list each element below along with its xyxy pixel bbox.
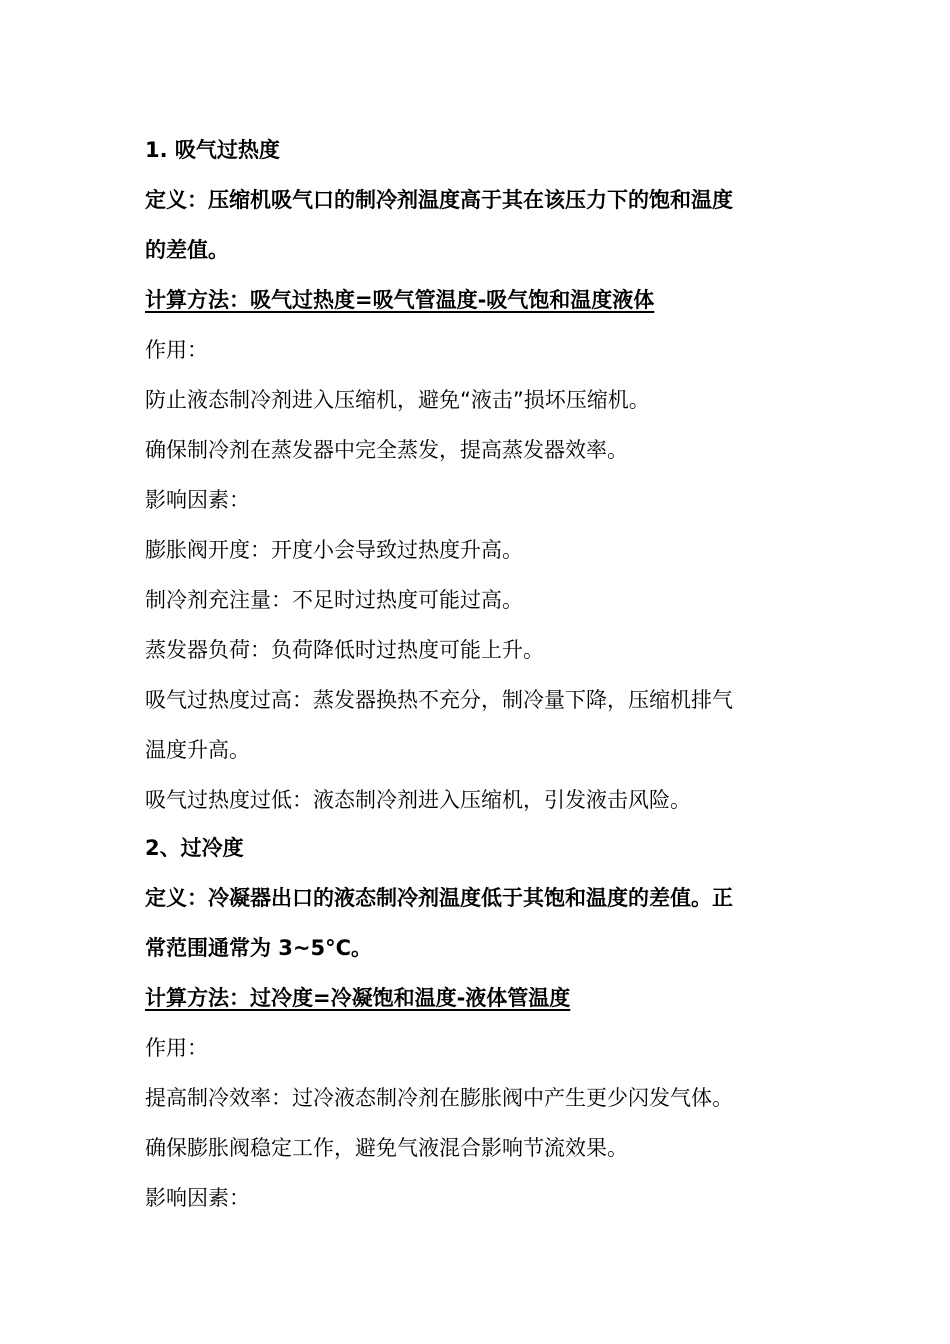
section-2-effect-1: 提高制冷效率：过冷液态制冷剂在膨胀阀中产生更少闪发气体。 (145, 1086, 733, 1110)
section-1-factor-3: 蒸发器负荷：负荷降低时过热度可能上升。 (145, 638, 544, 662)
section-2-heading: 2、过冷度 (145, 836, 244, 860)
section-1-effect-1: 防止液态制冷剂进入压缩机，避免“液击”损坏压缩机。 (145, 388, 650, 412)
section-1-calculation: 计算方法：吸气过热度=吸气管温度-吸气饱和温度液体 (145, 288, 655, 312)
section-2-definition-line-2: 常范围通常为 3~5°C。 (145, 936, 373, 960)
section-1-high-line-1: 吸气过热度过高：蒸发器换热不充分，制冷量下降，压缩机排气 (145, 688, 733, 712)
section-1-effect-2: 确保制冷剂在蒸发器中完全蒸发，提高蒸发器效率。 (145, 438, 628, 462)
section-1-low: 吸气过热度过低：液态制冷剂进入压缩机，引发液击风险。 (145, 788, 691, 812)
section-1-effect-label: 作用： (145, 338, 208, 362)
section-2-effect-label: 作用： (145, 1036, 208, 1060)
section-2-definition-line-1: 定义：冷凝器出口的液态制冷剂温度低于其饱和温度的差值。正 (145, 886, 733, 910)
section-2-effect-2: 确保膨胀阀稳定工作，避免气液混合影响节流效果。 (145, 1136, 628, 1160)
section-1-factor-2: 制冷剂充注量：不足时过热度可能过高。 (145, 588, 523, 612)
section-1-factor-label: 影响因素： (145, 488, 250, 512)
section-2-calculation: 计算方法：过冷度=冷凝饱和温度-液体管温度 (145, 986, 571, 1010)
section-1-factor-1: 膨胀阀开度：开度小会导致过热度升高。 (145, 538, 523, 562)
section-1-heading: 1. 吸气过热度 (145, 138, 280, 162)
section-1-high-line-2: 温度升高。 (145, 738, 250, 762)
section-1-definition-line-1: 定义：压缩机吸气口的制冷剂温度高于其在该压力下的饱和温度 (145, 188, 733, 212)
section-1-definition-line-2: 的差值。 (145, 238, 229, 262)
section-2-factor-label: 影响因素： (145, 1186, 250, 1210)
